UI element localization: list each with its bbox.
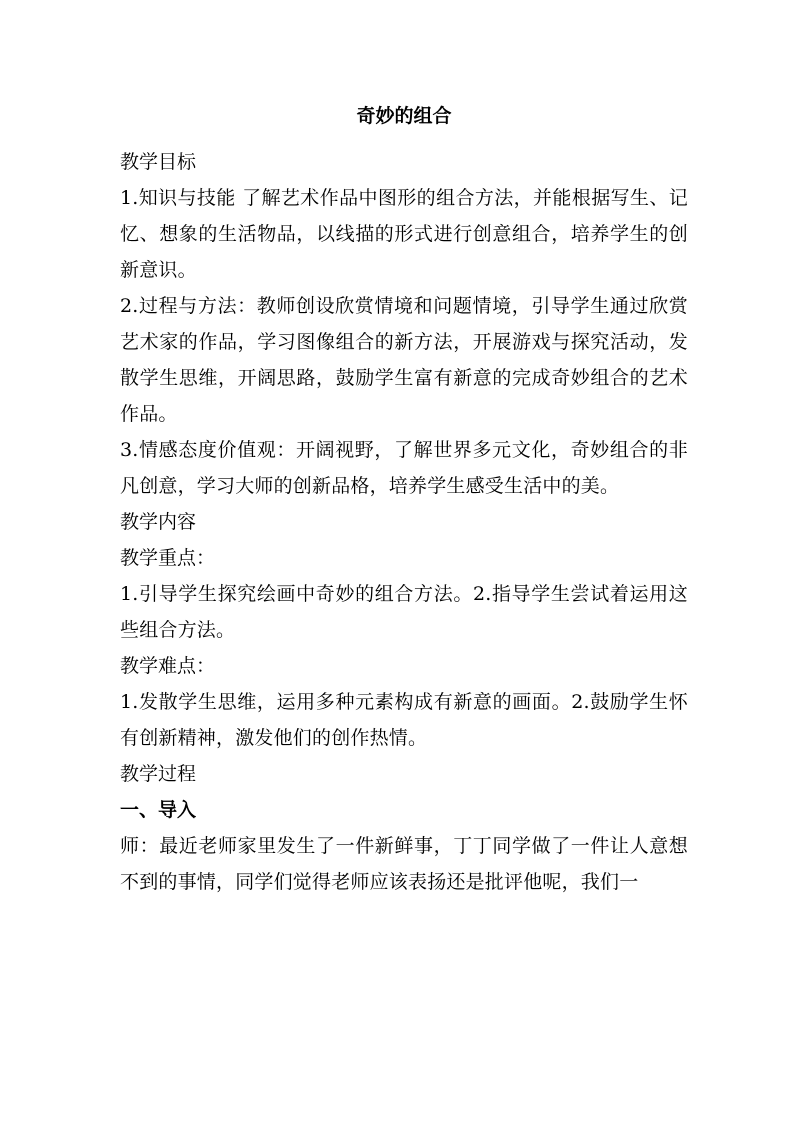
goal-paragraph-1: 1.知识与技能 了解艺术作品中图形的组合方法，并能根据写生、记忆、想象的生活物品，以线描的形式进行创意组合，培养学生的创新意识。 (120, 187, 688, 281)
goal-paragraph-3: 3.情感态度价值观：开阔视野，了解世界多元文化，奇妙组合的非凡创意，学习大师的创新品格，培养学生感受生活中的美。 (120, 439, 688, 497)
difficulties-paragraph: 1.发散学生思维，运用多种元素构成有新意的画面。2.鼓励学生怀有创新精神，激发他们的创作热情。 (120, 691, 688, 749)
document-page (120, 100, 688, 900)
intro-paragraph: 师：最近老师家里发生了一件新鲜事，丁丁同学做了一件让人意想不到的事情，同学们觉得老师应该表扬还是批评他呢，我们一 (120, 835, 688, 893)
goal-paragraph-2: 2.过程与方法：教师创设欣赏情境和问题情境，引导学生通过欣赏艺术家的作品，学习图像组合的新方法，开展游戏与探究活动，发散学生思维，开阔思路，鼓励学生富有新意的完成奇妙组合的艺术作品。 (120, 295, 688, 425)
section-heading-process: 教学过程 (120, 763, 197, 785)
difficulties-label: 教学难点： (120, 655, 216, 677)
section-heading-content: 教学内容 (120, 511, 197, 533)
document-title: 奇妙的组合 (356, 105, 452, 127)
section-heading-goals: 教学目标 (120, 151, 197, 173)
key-points-paragraph: 1.引导学生探究绘画中奇妙的组合方法。2.指导学生尝试着运用这些组合方法。 (120, 583, 688, 641)
key-points-label: 教学重点： (120, 547, 216, 569)
intro-heading: 一、导入 (120, 799, 197, 821)
